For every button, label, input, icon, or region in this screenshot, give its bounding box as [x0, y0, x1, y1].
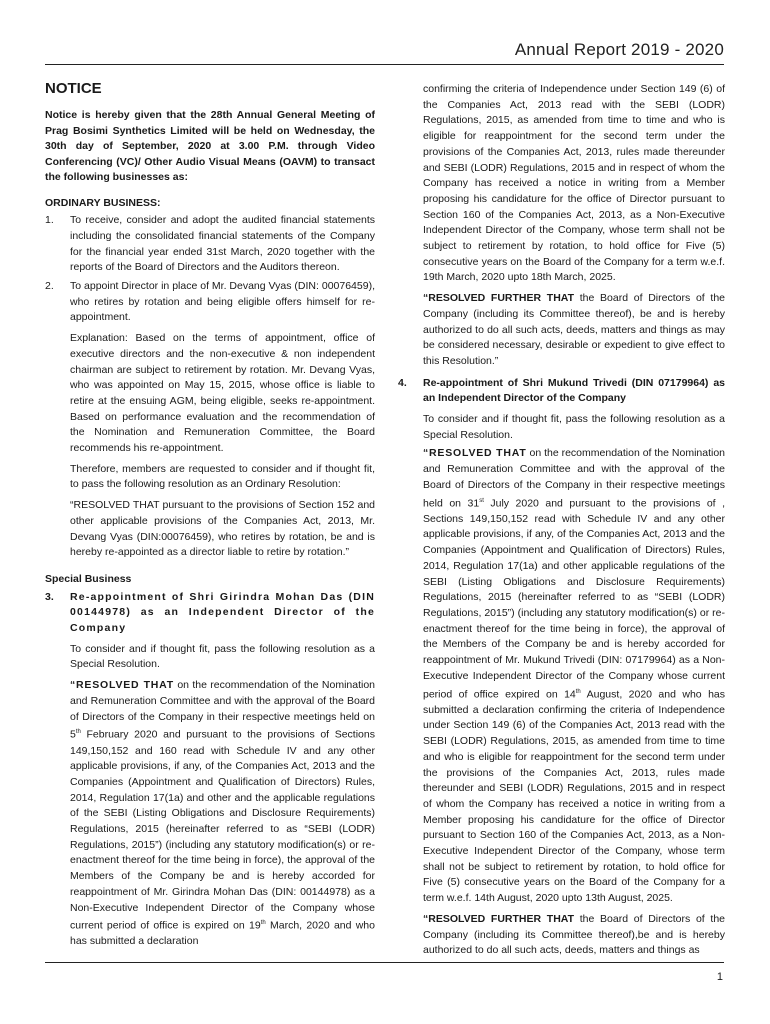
agenda-item-3	[45, 590, 375, 950]
resolution-text-c: March, 2020 and who has submitted a declaration	[70, 919, 375, 948]
resolution-text-c: August, 2020 and who has submitted a declaration confirming the criteria of Independence under Section 149 (6) of the Companies Act, 2013 read with the SEBI (LODR) Regulations, 2015, as amended from time to time and who is eligible for reappointment for the second term under the provisions of the Companies Act, 2013, rules made thereunder and SEBI (LODR) Regulations, 2015 and in respect of whom the Company has received a notice in writing from a Member proposing his candidature for the office of Director pursuant to Section 160 of the Companies Act, 2013, as a Non-Executive Independent Director of the Company, whose term shall not be subject to retirement by rotation, to hold office for Five (5) consecutive years on the Board of the Company for a term w.e.f. 14th August, 2020 upto 13th August, 2025.	[423, 688, 725, 905]
agenda-item-4	[398, 376, 725, 959]
resolution-text-b: July 2020 and pursuant to the provisions of , Sections 149,150,152 read with Schedule IV and any other applicable provisions, if any, of the Companies Act, 2013 and the Companies (Appointment and Qualification of Directors) Rules, 2014, Regulation 17(1a) and other applicable regulations of the SEBI (Listing Obligations and Disclosure Requirements) Regulations, 2015 (hereinafter referred to as “SEBI (LODR) Regulations, 2015”) (including any statutory modification(s) or re-enactment thereof for the time being in force), the approval of the Members of the Company be and is hereby accorded for reappointment of Mr. Mukund Trivedi (DIN: 07179964) as a Non-Executive Independent Director of the Company whose current period of office expired on 14	[423, 497, 726, 701]
resolved-further-label: “RESOLVED FURTHER THAT	[423, 292, 575, 305]
item-therefore: Therefore, members are requested to consider and if thought fit, to pass the following resolution as an Ordinary Resolution:	[70, 462, 375, 491]
right-column	[398, 82, 725, 962]
notice-title: NOTICE	[45, 80, 102, 97]
agenda-item-1	[45, 213, 375, 276]
item-resolution	[70, 678, 375, 950]
further-text: the Board of Directors of the Company (including its Committee thereof), be and is hereby authorized to do all such acts, deeds, matters and things as may be considered necessary, desirable or expedient to give effect to this Resolution.”	[423, 292, 725, 367]
item-3-continued: confirming the criteria of Independence under Section 149 (6) of the Companies Act, 2013 read with the SEBI (LODR) Regulations, 2015, as amended from time to time and who is eligible for reappointment for the second term under the provisions of the Companies Act, 2013, rules made thereunder and SEBI (LODR) Regulations, 2015 and in respect of whom the Company has received a notice in writing from a Member proposing his candidature for the office of Director pursuant to Section 160 of the Companies Act, 2013, as a Non-Executive Independent Director of the Company, whose term shall not be subject to retirement by rotation, to hold office for Five (5) consecutive years on the Board of the Company for a term w.e.f. 19th March, 2020 upto 18th March, 2025.	[423, 83, 725, 284]
item-consider: To consider and if thought fit, pass the following resolution as a Special Resolution.	[423, 413, 725, 441]
item-resolution	[423, 446, 725, 906]
resolution-text-b: February 2020 and pursuant to the provisions of Sections 149,150,152 and 160 read with Schedule IV and any other applicable provisions, if any, of the Companies Act, 2013 and the Companies (Appointment and Qualification of Directors) Rules, 2014, Regulation 17(1a) and other and the applicable regulations of the SEBI (Listing Obligations and Disclosure Requirements) Regulations, 2015 (hereinafter referred to as “SEBI (LODR) Regulations, 2015”) (including any statutory modification(s) or re-enactment thereof for the time being in force), the approval of the Members of the Company be and is hereby accorded for reappointment of Mr. Girindra Mohan Das (DIN: 00144978) as a Non-Executive Independent Director of the Company whose current period of office is expired on 19	[70, 728, 375, 932]
item-title: Re-appointment of Shri Girindra Mohan Das (DIN 00144978) as an Independent Director of the Company	[70, 590, 375, 635]
resolution-text-a: on the recommendation of the Nomination and Remuneration Committee and with the approval of the Board of Directors of the Company in their respective meetings held on 31	[423, 447, 726, 510]
item-text: To appoint Director in place of Mr. Devang Vyas (DIN: 00076459), who retires by rotation and being eligible offers himself for re-appointment.	[70, 280, 375, 324]
resolved-label: “RESOLVED THAT	[423, 447, 527, 460]
item-resolution: “RESOLVED THAT pursuant to the provisions of Section 152 and other applicable provisions of the Companies Act, 2013, Mr. Devang Vyas (DIN:00076459), who retires by rotation, be and is hereby re-appointed as a director liable to retire by rotation.”	[70, 499, 375, 559]
item-title: Re-appointment of Shri Mukund Trivedi (DIN 07179964) as an Independent Director of the Company	[423, 376, 725, 405]
resolved-label: “RESOLVED THAT	[70, 679, 174, 692]
page-number: 1	[716, 971, 723, 983]
item-text: To receive, consider and adopt the audited financial statements including the consolidated financial statements of the Company for the financial year ended 31st March, 2020 together with the reports of the Board of Directors and the Auditors thereon.	[70, 214, 375, 274]
item-explanation: Explanation: Based on the terms of appointment, office of executive directors and the non-executive & non independent chairman are subject to retirement by rotation. Mr. Devang Vyas, who was appointed on May 15, 2015, whose office is liable to retire at the ensuing AGM, being eligible, seeks re-appointment. Based on performance evaluation and the recommendation of the Nomination and Remuneration Committee, the Board recommends his re-appointment.	[70, 332, 375, 455]
special-business-heading: Special Business	[45, 572, 132, 585]
item-3-further-resolution	[398, 291, 725, 370]
item-number: 1.	[45, 214, 54, 227]
ordinal-suffix: th	[575, 688, 581, 695]
ordinal-suffix: st	[479, 497, 484, 504]
ordinary-business-heading: ORDINARY BUSINESS:	[45, 196, 161, 209]
left-column	[45, 80, 375, 953]
notice-intro: Notice is hereby given that the 28th Annual General Meeting of Prag Bosimi Synthetics Limited will be held on Wednesday, the 30th day of September, 2020 at 3.00 P.M. through Video Conferencing (VC)/ Other Audio Visual Means (OAVM) to transact the following businesses as:	[45, 109, 375, 183]
item-4-further-resolution	[423, 912, 725, 959]
resolved-further-label: “RESOLVED FURTHER THAT	[423, 912, 575, 925]
ordinal-suffix: th	[260, 920, 266, 927]
item-number: 2.	[45, 280, 54, 293]
ordinal-suffix: th	[75, 729, 81, 736]
item-consider: To consider and if thought fit, pass the following resolution as a Special Resolution.	[70, 642, 375, 671]
resolution-text-a: on the recommendation of the Nomination and Remuneration Committee and with the approval of the Board of Directors of the Company in their respective meetings held on 5	[70, 679, 376, 741]
item-number: 3.	[45, 590, 54, 603]
item-number: 4.	[398, 376, 407, 389]
report-header-title: Annual Report 2019 - 2020	[514, 40, 724, 59]
further-text: the Board of Directors of the Company (including its Committee thereof),be and is hereby authorized to do all such acts, deeds, matters and things as	[423, 912, 725, 957]
footer-rule	[45, 962, 724, 963]
agenda-item-2	[45, 279, 375, 561]
header-rule	[45, 64, 724, 65]
